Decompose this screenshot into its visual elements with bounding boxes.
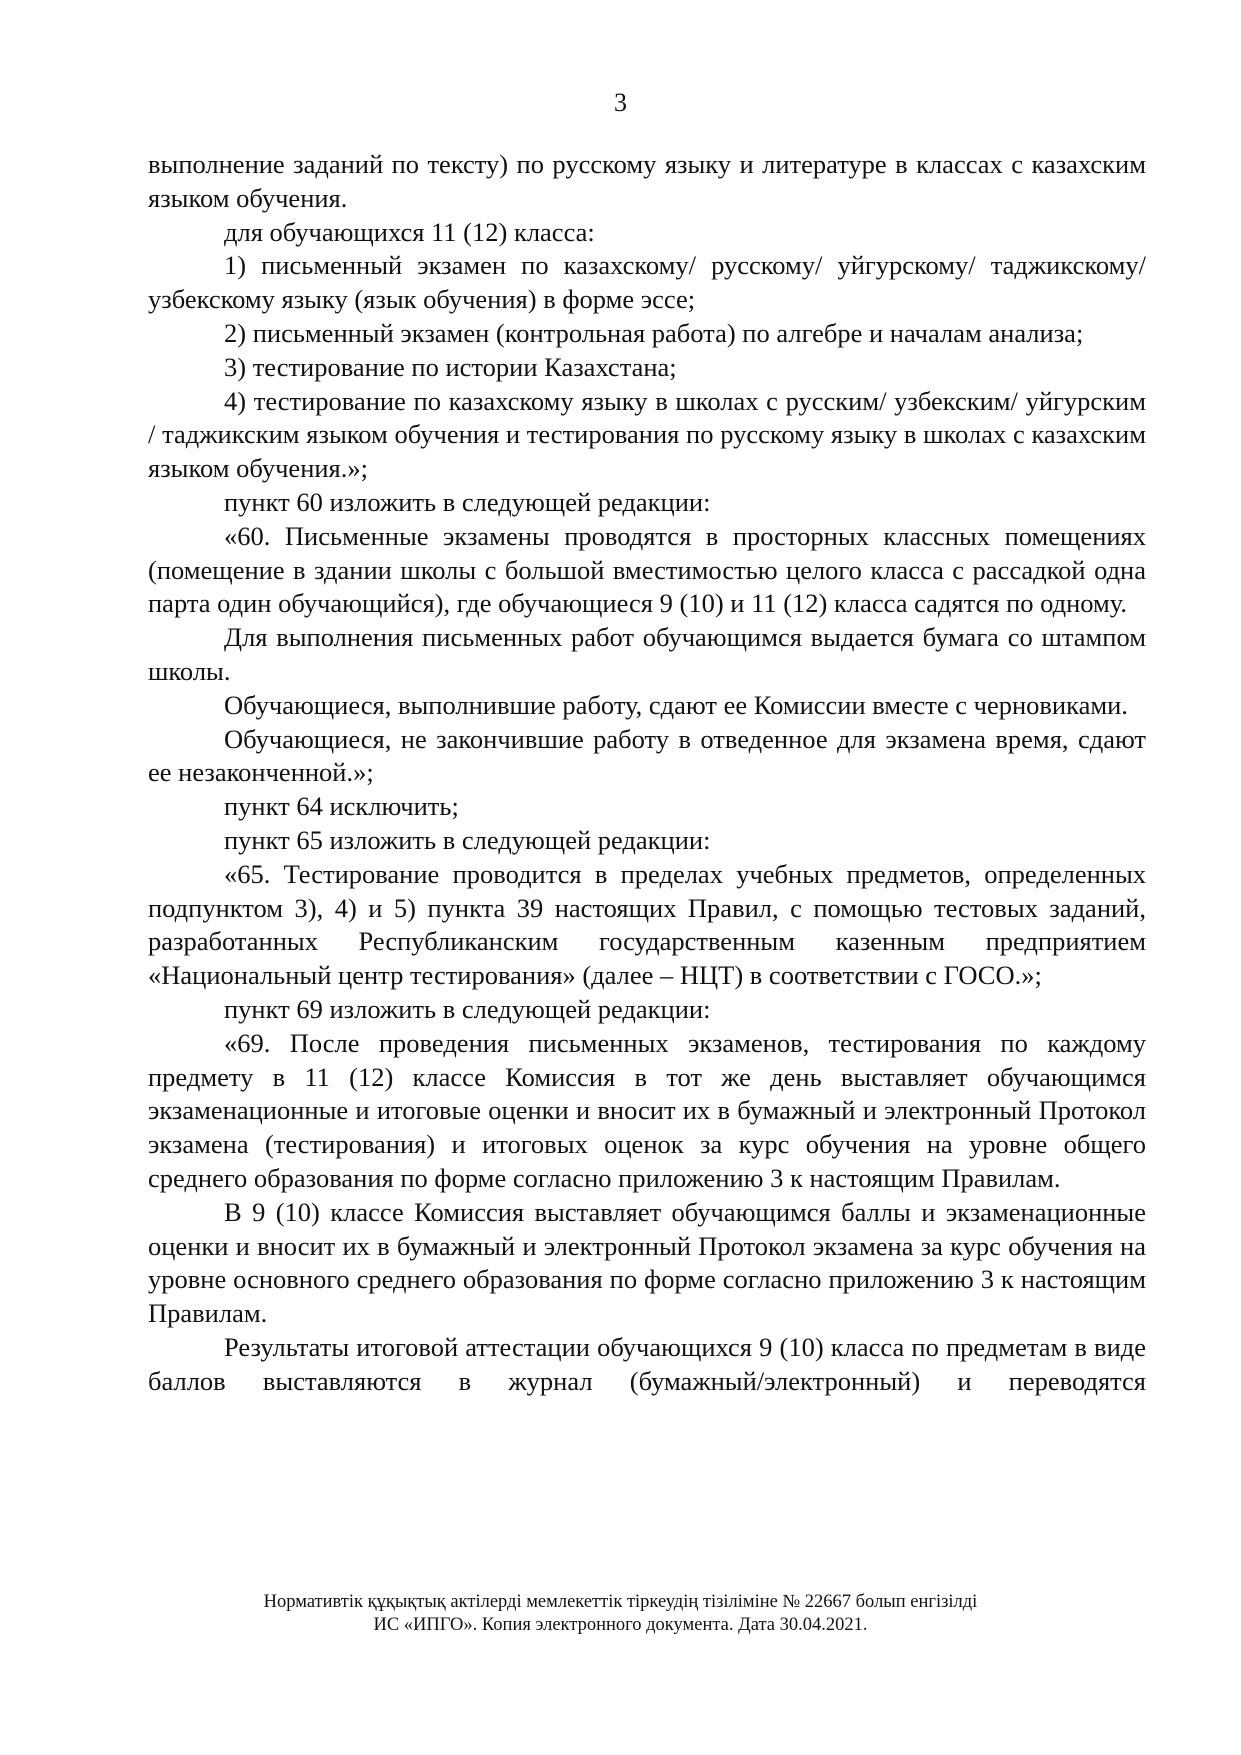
paragraph: «65. Тестирование проводится в пределах учебных предметов, определенных подпунктом 3), 4) и 5) пункта 39 настоящих Правил, с помощью тестовых заданий, разработанных Республиканским государственным казенным предприятием «Национальный центр тестирования» (далее – НЦТ) в соответствии с ГОСО.»; bbox=[148, 858, 1146, 991]
paragraph: «69. После проведения письменных экзаменов, тестирования по каждому предмету в 11 (12) классе Комиссия в тот же день выставляет обучающимся экзаменационные и итоговые оценки и вносит их в бумажный и электронный Протокол экзамена (тестирования) и итоговых оценок за курс обучения на уровне общего среднего образования по форме согласно приложению 3 к настоящим Правилам. bbox=[148, 1027, 1146, 1193]
paragraph: пункт 65 изложить в следующей редакции: bbox=[224, 824, 711, 855]
paragraph: Обучающиеся, выполнившие работу, сдают ее Комиссии вместе с черновиками. bbox=[224, 689, 1128, 720]
paragraph: для обучающихся 11 (12) класса: bbox=[224, 216, 595, 247]
document-body bbox=[148, 148, 1146, 1398]
list-item: 2) письменный экзамен (контрольная работа) по алгебре и началам анализа; bbox=[224, 317, 1084, 348]
list-item: 4) тестирование по казахскому языку в школах с русским/ узбекским/ уйгурским / таджикским языком обучения и тестирования по русскому языку в школах с казахским языком обучения.»; bbox=[148, 385, 1146, 484]
paragraph: пункт 69 изложить в следующей редакции: bbox=[224, 993, 711, 1024]
list-item: 1) письменный экзамен по казахскому/ русскому/ уйгурскому/ таджикскому/ узбекскому языку (язык обучения) в форме эссе; bbox=[148, 250, 1146, 315]
paragraph: пункт 64 исключить; bbox=[224, 791, 459, 822]
paragraph: В 9 (10) классе Комиссия выставляет обучающимся баллы и экзаменационные оценки и вносит их в бумажный и электронный Протокол экзамена за курс обучения на уровне основного среднего образования по форме согласно приложению 3 к настоящим Правилам. bbox=[148, 1196, 1146, 1329]
paragraph: Для выполнения письменных работ обучающимся выдается бумага со штампом школы. bbox=[148, 622, 1146, 686]
registration-footer bbox=[0, 1591, 1241, 1637]
paragraph: Результаты итоговой аттестации обучающихся 9 (10) класса по предметам в виде баллов выставляются в журнал (бумажный/электронный) и переводятся bbox=[148, 1331, 1146, 1396]
paragraph: выполнение заданий по тексту) по русскому языку и литературе в классах с казахским языком обучения. bbox=[148, 149, 1146, 213]
footer-copy-line: ИС «ИПГО». Копия электронного документа. Дата 30.04.2021. bbox=[373, 1615, 868, 1635]
paragraph: Обучающиеся, не закончившие работу в отведенное для экзамена время, сдают ее незаконченной.»; bbox=[148, 723, 1146, 788]
paragraph: пункт 60 изложить в следующей редакции: bbox=[224, 486, 711, 517]
paragraph: «60. Письменные экзамены проводятся в просторных классных помещениях (помещение в здании школы с большой вместимостью целого класса с рассадкой одна парта один обучающийся), где обучающиеся 9 (10) и 11 (12) класса садятся по одному. bbox=[148, 520, 1146, 619]
footer-registration-line: Нормативтік құқықтық актілерді мемлекеттік тіркеудің тізіліміне № 22667 болып енгізілді bbox=[263, 1592, 978, 1612]
list-item: 3) тестирование по истории Казахстана; bbox=[224, 351, 677, 382]
page-number: 3 bbox=[614, 88, 627, 117]
